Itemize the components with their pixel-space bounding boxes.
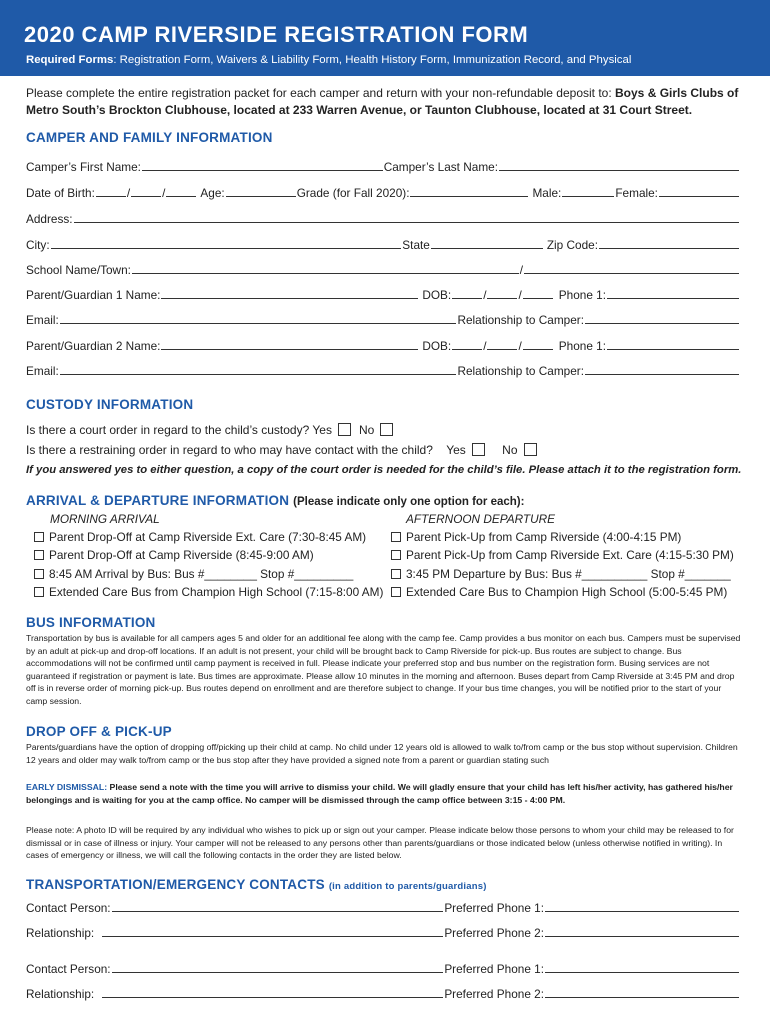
male-field[interactable] (562, 195, 614, 197)
early-dismissal-label: EARLY DISMISSAL: (26, 782, 108, 792)
arrival-heading (26, 493, 524, 508)
required-forms-label: Required Forms (26, 54, 114, 66)
school-row (26, 261, 740, 277)
grade-label: Grade (for Fall 2020): (296, 186, 410, 200)
dob-slash: / (126, 186, 131, 200)
afternoon-title-text: AFTERNOON DEPARTURE (406, 512, 556, 526)
contact-relationship-field[interactable] (102, 935, 443, 937)
morning-option-checkbox[interactable] (34, 569, 44, 579)
custody-note: If you answered yes to either question, a copy of the court order is needed for the child’s file. Please attach it to the registration form. (26, 464, 742, 476)
contact-phone1-field[interactable] (545, 910, 739, 912)
dob-slash: / (483, 288, 487, 302)
dob-slash: / (483, 339, 487, 353)
afternoon-option[interactable] (391, 585, 727, 599)
afternoon-option-checkbox[interactable] (391, 532, 401, 542)
last-name-field[interactable] (499, 169, 739, 171)
parent2-row (26, 337, 740, 353)
zip-label: Zip Code: (546, 238, 598, 252)
parent2-dob-label: DOB: (422, 339, 452, 353)
parent1-relationship-field[interactable] (585, 322, 739, 324)
state-field[interactable] (431, 247, 543, 249)
intro-plain: Please complete the entire registration packet for each camper and return with your non-refundable deposit to: (26, 86, 616, 100)
parent2-name-field[interactable] (161, 348, 418, 350)
early-dismissal-text: Please send a note with the time you will arrive to dismiss your child. We will gladly ensure that your child has left his/her activity, has gathered his/her belongings and is waiting for you at the camp office. No camper will be dismissed through the camp office between 3:15 - 4:00 PM. (26, 782, 733, 805)
morning-option-label: Parent Drop-Off at Camp Riverside (8:45-9:00 AM) (49, 548, 314, 562)
required-forms-text: : Registration Form, Waivers & Liability Form, Health History Form, Immunization Record, and Physical (113, 54, 632, 66)
custody-q2-yes-label: Yes (446, 443, 466, 457)
parent1-email-label: Email: (26, 313, 59, 327)
dob-day-field[interactable] (131, 195, 161, 197)
custody-heading: CUSTODY INFORMATION (26, 397, 194, 412)
dob-year-field[interactable] (166, 195, 196, 197)
parent1-name-field[interactable] (161, 297, 418, 299)
contact-row (26, 924, 740, 940)
parent2-label: Parent/Guardian 2 Name: (26, 339, 161, 353)
parent1-email-row (26, 311, 740, 327)
address-row (26, 210, 740, 226)
contacts-heading-text: TRANSPORTATION/EMERGENCY CONTACTS (26, 877, 325, 892)
first-name-field[interactable] (142, 169, 383, 171)
custody-question-2 (26, 443, 545, 457)
parent2-relationship-label: Relationship to Camper: (457, 364, 584, 378)
parent1-phone-label: Phone 1: (558, 288, 606, 302)
parent1-email-field[interactable] (60, 322, 457, 324)
contact-phone2-label: Preferred Phone 2: (444, 926, 544, 940)
city-row (26, 236, 740, 252)
parent1-relationship-label: Relationship to Camper: (457, 313, 584, 327)
arrival-heading-text: ARRIVAL & DEPARTURE INFORMATION (26, 493, 290, 508)
school-label: School Name/Town: (26, 263, 131, 277)
contact-phone2-field[interactable] (545, 935, 739, 937)
custody-q2-text: Is there a restraining order in regard to who may have contact with the child? (26, 443, 433, 457)
parent1-label: Parent/Guardian 1 Name: (26, 288, 161, 302)
parent2-email-row (26, 362, 740, 378)
form-title: 2020 CAMP RIVERSIDE REGISTRATION FORM (24, 22, 529, 47)
contacts-heading (26, 877, 487, 892)
arrival-subheading: (Please indicate only one option for each): (293, 496, 525, 508)
grade-field[interactable] (410, 195, 528, 197)
name-row (26, 158, 740, 174)
morning-option[interactable] (34, 585, 383, 599)
morning-option[interactable] (34, 548, 314, 562)
female-label: Female: (615, 186, 658, 200)
custody-q1-yes-checkbox[interactable] (338, 423, 351, 436)
morning-option-checkbox[interactable] (34, 550, 44, 560)
age-label: Age: (200, 186, 225, 200)
parent2-email-label: Email: (26, 364, 59, 378)
dob-slash: / (518, 339, 522, 353)
afternoon-option-checkbox[interactable] (391, 569, 401, 579)
female-field[interactable] (659, 195, 739, 197)
contact-row (26, 985, 740, 1001)
contact-relationship-label: Relationship: (26, 987, 95, 1001)
state-label: State (402, 238, 430, 252)
camper-heading: CAMPER AND FAMILY INFORMATION (26, 130, 273, 145)
school-slash: / (519, 263, 523, 277)
afternoon-option-checkbox[interactable] (391, 550, 401, 560)
custody-q2-no-label: No (502, 443, 518, 457)
afternoon-option-label: 3:45 PM Departure by Bus: Bus #__________ Stop #_______ (406, 567, 731, 581)
header-band (0, 0, 770, 76)
dob-slash: / (162, 186, 166, 200)
age-field[interactable] (226, 195, 296, 197)
bus-paragraph: Transportation by bus is available for all campers ages 5 and older for an additional fee along with the camp fee. Camp provides a bus monitor on each bus. Campers must be supervised by an adult at pick-up and drop-off locations. If an adult is not present, your child will be brought back to Camp Riverside for pick-up. Bus routes are subject to change. Bus accommodations will not be confirmed until camp payment is received in full. Please indicate your preferred stop and bus number on the registration form. Busing services are not guaranteed if registration or payment is late. Bus times are approximate. Please allow 10 minutes in the morning and afternoon. Buses depart from Camp Riverside at 3:45 PM and drop off is in reverse order of morning pick-up. Bus routes depend on enrollment and are therefore subject to change. If your bus time changes, you will be notified prior to the start of your camp session. (26, 633, 741, 706)
afternoon-option-label: Parent Pick-Up from Camp Riverside (4:00-4:15 PM) (406, 530, 682, 544)
parent1-dob-label: DOB: (422, 288, 452, 302)
bus-heading: BUS INFORMATION (26, 615, 156, 630)
dropoff-paragraph: Parents/guardians have the option of dropping off/picking up their child at camp. No child under 12 years old is allowed to walk to/from camp or the bus stop without supervision. Children 12 years and older may walk to/from camp or the bus stop after they have provided a signed note from a parent or guardian stating such (26, 742, 738, 765)
afternoon-option-label: Parent Pick-Up from Camp Riverside Ext. Care (4:15-5:30 PM) (406, 548, 734, 562)
contact-phone2-field[interactable] (545, 996, 739, 998)
contact-person-label: Contact Person: (26, 901, 111, 915)
contact-row (26, 899, 740, 915)
afternoon-option[interactable] (391, 567, 731, 581)
morning-option-label: Parent Drop-Off at Camp Riverside Ext. Care (7:30-8:45 AM) (49, 530, 367, 544)
contact-relationship-label: Relationship: (26, 926, 95, 940)
required-forms (26, 54, 631, 66)
address-field[interactable] (74, 221, 739, 223)
afternoon-title (406, 512, 555, 526)
dob-row (26, 184, 740, 200)
intro-bold: Boys & Girls Clubs of Metro South’s Brockton Clubhouse, located at 233 Warren Avenue, or Taunton Clubhouse, located at 31 Court Street. (26, 86, 739, 117)
parent2-dob-day[interactable] (487, 348, 517, 350)
contact-phone1-field[interactable] (545, 971, 739, 973)
parent2-phone-field[interactable] (607, 348, 739, 350)
parent2-dob-month[interactable] (452, 348, 482, 350)
city-field[interactable] (51, 247, 402, 249)
afternoon-option[interactable] (391, 548, 734, 562)
dropoff-heading: DROP OFF & PICK-UP (26, 724, 172, 739)
parent1-phone-field[interactable] (607, 297, 739, 299)
zip-field[interactable] (599, 247, 739, 249)
contact-phone2-label: Preferred Phone 2: (444, 987, 544, 1001)
afternoon-option[interactable] (391, 530, 681, 544)
school-town-field[interactable] (524, 272, 739, 274)
parent2-relationship-field[interactable] (585, 373, 739, 375)
early-dismissal (26, 781, 742, 806)
contact-phone1-label: Preferred Phone 1: (444, 901, 544, 915)
morning-title (50, 512, 160, 526)
custody-q1-no-label: No (358, 423, 375, 437)
address-label: Address: (26, 212, 73, 226)
contacts-subheading: (in addition to parents/guardians) (328, 881, 487, 892)
morning-option-checkbox[interactable] (34, 587, 44, 597)
morning-option[interactable] (34, 567, 353, 581)
custody-q2-no-checkbox[interactable] (524, 443, 537, 456)
morning-option-label: 8:45 AM Arrival by Bus: Bus #________ Stop #_________ (49, 567, 354, 581)
parent2-phone-label: Phone 1: (558, 339, 606, 353)
intro-text (26, 85, 751, 119)
morning-option-checkbox[interactable] (34, 532, 44, 542)
morning-option-label: Extended Care Bus from Champion High School (7:15-8:00 AM) (49, 585, 384, 599)
dob-label: Date of Birth: (26, 186, 95, 200)
morning-title-text: MORNING ARRIVAL (50, 512, 160, 526)
contact-phone1-label: Preferred Phone 1: (444, 962, 544, 976)
parent1-dob-month[interactable] (452, 297, 482, 299)
custody-q1-no-checkbox[interactable] (380, 423, 393, 436)
contact-person-field[interactable] (112, 910, 444, 912)
contact-person-field[interactable] (112, 971, 444, 973)
first-name-label: Camper’s First Name: (26, 160, 141, 174)
photo-id-note: Please note: A photo ID will be required by any individual who wishes to pick up or sign out your camper. Please indicate below those persons to whom your child may be released to for dismissal or in case of illness or injury. Your camper will not be released to any persons other than parents/guardians or those indicated below (unless otherwise notified in writing). In cases of emergency or illness, we will call the following contacts in the order they are listed below. (26, 825, 734, 861)
city-label: City: (26, 238, 50, 252)
school-name-field[interactable] (132, 272, 519, 274)
contact-person-label: Contact Person: (26, 962, 111, 976)
parent1-dob-day[interactable] (487, 297, 517, 299)
custody-question-1 (26, 423, 401, 437)
custody-q1-text: Is there a court order in regard to the child’s custody? Yes (26, 423, 332, 437)
dob-month-field[interactable] (96, 195, 126, 197)
parent2-dob-year[interactable] (523, 348, 553, 350)
male-label: Male: (532, 186, 562, 200)
parent1-row (26, 286, 740, 302)
afternoon-option-checkbox[interactable] (391, 587, 401, 597)
dob-slash: / (518, 288, 522, 302)
parent2-email-field[interactable] (60, 373, 457, 375)
last-name-label: Camper’s Last Name: (383, 160, 498, 174)
afternoon-option-label: Extended Care Bus to Champion High School (5:00-5:45 PM) (406, 585, 728, 599)
custody-q2-yes-checkbox[interactable] (472, 443, 485, 456)
parent1-dob-year[interactable] (523, 297, 553, 299)
morning-option[interactable] (34, 530, 366, 544)
contact-row (26, 960, 740, 976)
contact-relationship-field[interactable] (102, 996, 443, 998)
